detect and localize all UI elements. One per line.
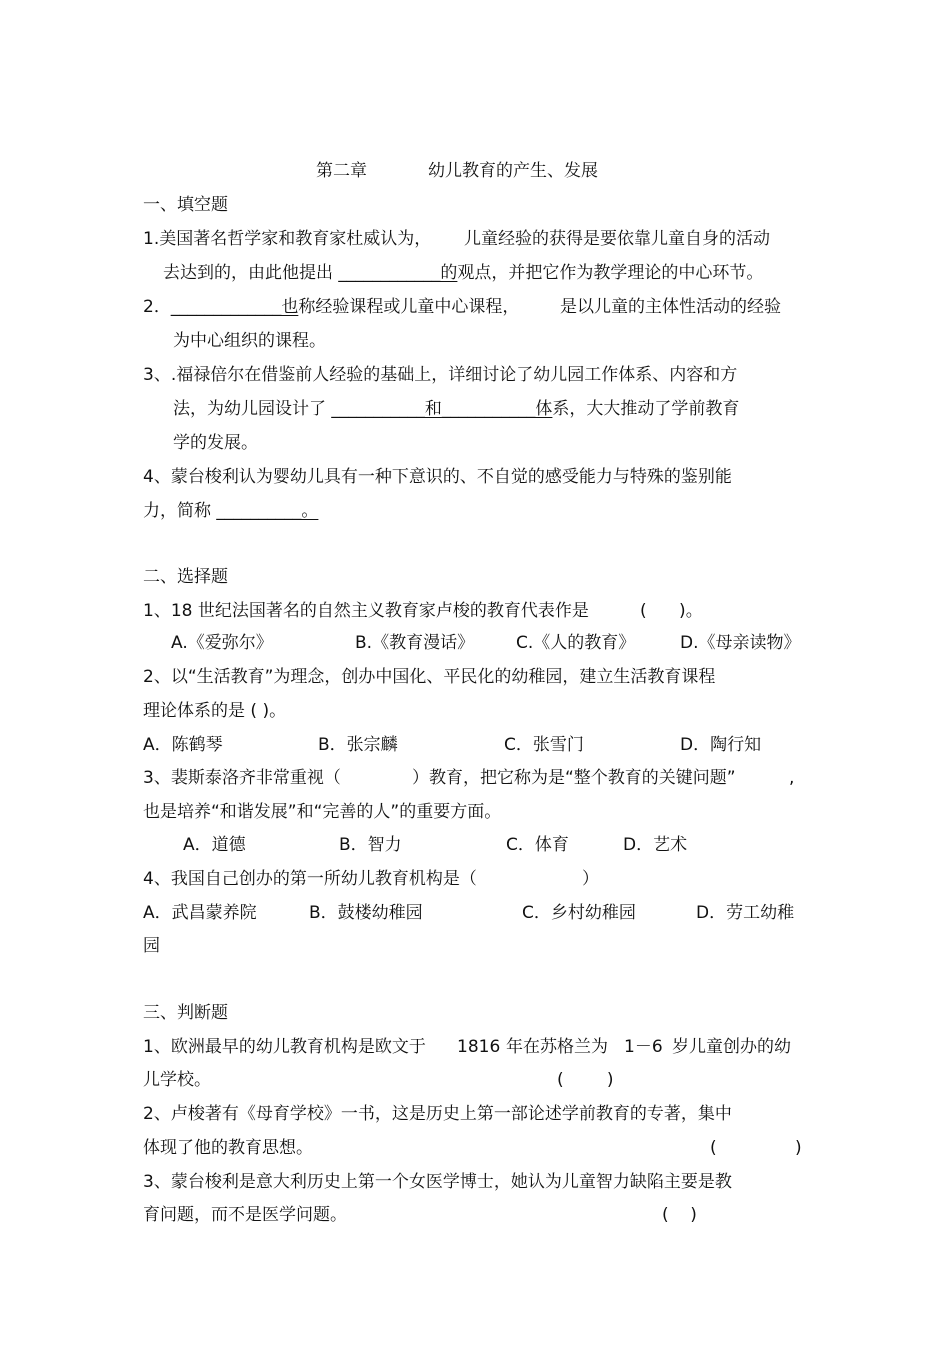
- choice-q4-option-b: B．鼓楼幼稚园: [309, 903, 423, 923]
- judge-q1-line1-c: 岁儿童创办的幼: [672, 1037, 791, 1057]
- judge-q2-line2: 体现了他的教育思想。: [143, 1138, 313, 1158]
- fill-q4-blank: __________。: [216, 501, 319, 521]
- judge-q3-line2: 育问题，而不是医学问题。: [143, 1205, 347, 1225]
- fill-q1-blank: ____________的: [338, 263, 458, 283]
- fill-q1-line1-b: 儿童经验的获得是要依靠儿童自身的活动: [464, 229, 770, 249]
- fill-q2-line2: 为中心组织的课程。: [173, 331, 326, 351]
- judge-q1-line2: 儿学校。: [143, 1070, 211, 1090]
- judge-q3-line1: 3、蒙台梭利是意大利历史上第一个女医学博士，她认为儿童智力缺陷主要是教: [143, 1172, 732, 1192]
- fill-q2-blank: _____________也: [170, 297, 299, 317]
- choice-q2-line1: 2、以“生活教育”为理念，创办中国化、平民化的幼稚园，建立生活教育课程: [143, 667, 716, 687]
- judge-q3-paren: ( ): [662, 1205, 697, 1225]
- choice-q4-option-d-wrap: 园: [143, 936, 160, 956]
- choice-q3-option-c: C．体育: [506, 835, 569, 855]
- choice-q4-option-d: D．劳工幼稚: [696, 903, 795, 923]
- choice-q3-option-d: D．艺术: [623, 835, 688, 855]
- fill-q2-line1: 2．_____________也称经验课程或儿童中心课程，: [143, 297, 520, 317]
- chapter-label: 第二章: [316, 161, 367, 181]
- choice-q3-line1-a: 3、裴斯泰洛齐非常重视（: [143, 768, 341, 788]
- choice-q1-option-a: A.《爱弥尔》: [171, 633, 273, 653]
- choice-q1-paren: ( )。: [640, 601, 703, 621]
- choice-q1-stem: 1、18 世纪法国著名的自然主义教育家卢梭的教育代表作是: [143, 601, 589, 621]
- choice-q1-option-b: B.《教育漫话》: [355, 633, 475, 653]
- fill-q3-blank-2: ___________体: [441, 399, 553, 419]
- judge-q1-line1-b: 年在苏格兰为: [506, 1037, 608, 1057]
- fill-q4-line2: 力，简称 __________。: [143, 501, 319, 521]
- fill-q2-line1-b: 是以儿童的主体性活动的经验: [560, 297, 781, 317]
- fill-q3-line2: 法，为幼儿园设计了 ___________和___________体系，大大推动了学前教育: [173, 399, 740, 419]
- choice-q1-option-c: C.《人的教育》: [516, 633, 636, 653]
- choice-q2-line2: 理论体系的是 ( )。: [143, 701, 287, 721]
- choice-q3-line1-b: ）教育，把它称为是“整个教育的关键问题”: [412, 768, 736, 788]
- fill-q4-line1: 4、蒙台梭利认为婴幼儿具有一种下意识的、不自觉的感受能力与特殊的鉴别能: [143, 467, 732, 487]
- judge-q2-paren-right: ): [795, 1138, 802, 1158]
- fill-q3-line3: 学的发展。: [173, 433, 258, 453]
- judge-q1-year: 1816: [457, 1037, 501, 1057]
- choice-q4-paren: ）: [582, 869, 599, 889]
- choice-q3-option-a: A．道德: [183, 835, 246, 855]
- section-heading-fill: 一、填空题: [143, 195, 228, 215]
- judge-q1-paren: ( ): [557, 1070, 614, 1090]
- choice-q3-comma: ,: [789, 768, 795, 788]
- choice-q2-option-d: D．陶行知: [680, 735, 762, 755]
- choice-q3-line2: 也是培养“和谐发展”和“完善的人”的重要方面。: [143, 802, 502, 822]
- chapter-title: 幼儿教育的产生、发展: [428, 161, 598, 181]
- section-heading-judge: 三、判断题: [143, 1003, 228, 1023]
- fill-q1-line1-a: 1.美国著名哲学家和教育家杜威认为，: [143, 229, 432, 249]
- judge-q2-line1: 2、卢梭著有《母育学校》一书，这是历史上第一部论述学前教育的专著，集中: [143, 1104, 732, 1124]
- choice-q3-option-b: B．智力: [339, 835, 402, 855]
- choice-q4-option-a: A．武昌蒙养院: [143, 903, 257, 923]
- choice-q4-option-c: C．乡村幼稚园: [522, 903, 636, 923]
- choice-q1-option-d: D.《母亲读物》: [680, 633, 801, 653]
- choice-q2-option-b: B．张宗麟: [318, 735, 398, 755]
- fill-q3-line1: 3、.福禄倍尔在借鉴前人经验的基础上，详细讨论了幼儿园工作体系、内容和方: [143, 365, 738, 385]
- judge-q1-line1-a: 1、欧洲最早的幼儿教育机构是欧文于: [143, 1037, 426, 1057]
- choice-q2-option-c: C．张雪门: [504, 735, 584, 755]
- fill-q1-line2: 去达到的，由此他提出 ____________的观点，并把它作为教学理论的中心环节。: [163, 263, 764, 283]
- fill-q3-blank-1: ___________和: [331, 399, 442, 419]
- choice-q2-option-a: A．陈鹤琴: [143, 735, 223, 755]
- judge-q2-paren-left: (: [710, 1138, 717, 1158]
- judge-q1-age: 1－6: [624, 1037, 663, 1057]
- section-heading-choice: 二、选择题: [143, 567, 228, 587]
- choice-q4-stem: 4、我国自己创办的第一所幼儿教育机构是（: [143, 869, 477, 889]
